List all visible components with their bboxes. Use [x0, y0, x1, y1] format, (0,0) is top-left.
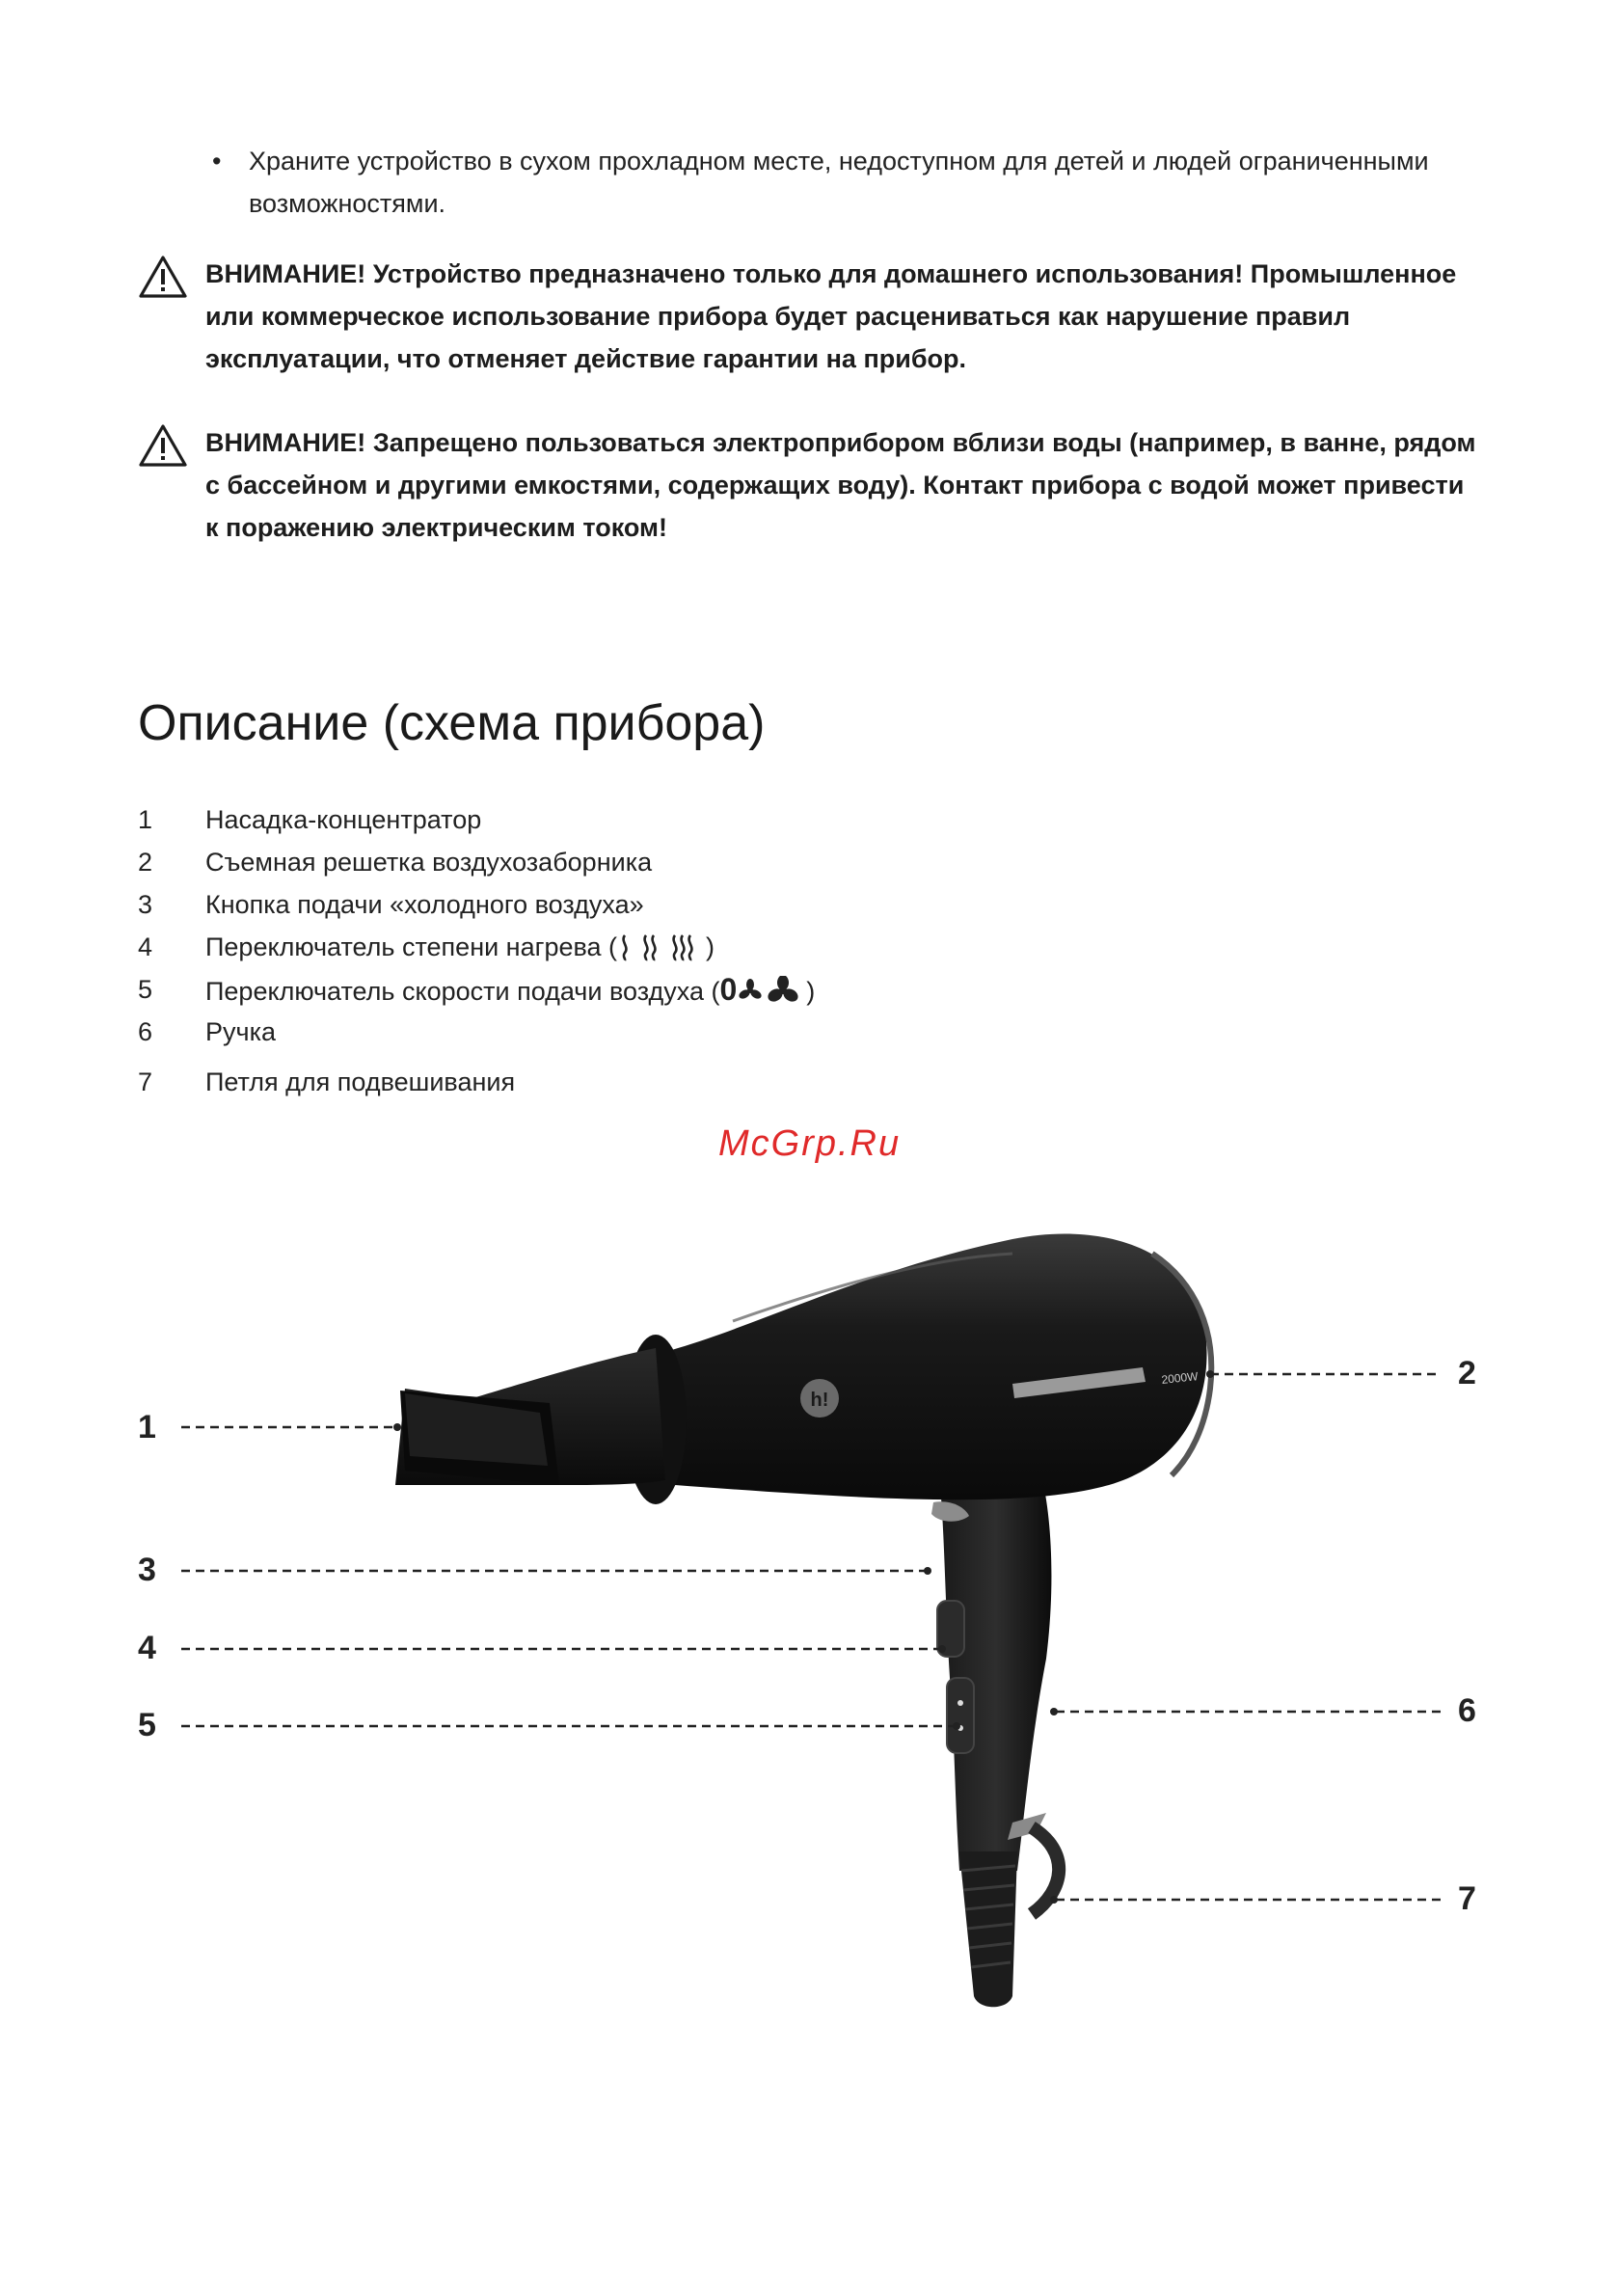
list-item-label: Съемная решетка воздухозаборника [205, 848, 653, 877]
list-item-number: 6 [138, 1017, 153, 1046]
list-item-number: 1 [138, 805, 153, 834]
warning-triangle-icon [138, 255, 188, 299]
bullet-marker: • [212, 147, 222, 176]
heat-levels-icon [617, 932, 706, 961]
speed-switch [947, 1678, 974, 1753]
warning-text-1 [205, 253, 1478, 380]
concentrator-nozzle [395, 1348, 665, 1485]
section-title: Описание (схема прибора) [138, 695, 766, 751]
fan-off-symbol: 0 [719, 972, 738, 1007]
handle [940, 1475, 1051, 1871]
callout-number: 1 [138, 1409, 156, 1445]
warning-block-2 [138, 421, 1488, 556]
list-item-number: 4 [138, 932, 153, 961]
warning-label: ВНИМАНИЕ! [205, 428, 366, 457]
list-item-label-text: Переключатель степени нагрева ( [205, 932, 618, 961]
warning-body: Запрещено пользоваться электроприбором вблизи воды (например, в ванне, рядом с бассейном и другими емкостями, содержащих воду). Контакт прибора с водой может привести к поражению электрическим током! [205, 428, 1476, 542]
fan-speed-icon [737, 976, 806, 1005]
hair-dryer-diagram [0, 1196, 1618, 2064]
bullet-text: Храните устройство в сухом прохладном месте, недоступном для детей и людей ограниченными возможностями. [249, 147, 1429, 218]
warning-text-2 [205, 421, 1478, 549]
list-item-label: Ручка [205, 1017, 276, 1046]
warning-label: ВНИМАНИЕ! [205, 259, 366, 288]
warning-block-1 [138, 253, 1488, 388]
callout-number: 2 [1458, 1355, 1476, 1391]
list-item-label [205, 928, 715, 966]
list-item-suffix: ) [706, 932, 715, 961]
dryer-body [631, 1233, 1206, 1499]
list-item-label: Петля для подвешивания [205, 1067, 516, 1096]
callout-number: 7 [1458, 1880, 1476, 1917]
list-item-suffix: ) [806, 977, 816, 1006]
list-item-number: 2 [138, 848, 153, 877]
callout-number: 4 [138, 1630, 156, 1666]
list-item-label: Насадка-концентратор [205, 805, 482, 834]
power-label: 2000W [1160, 1369, 1200, 1387]
list-item-label [205, 970, 815, 1011]
callout-number: 6 [1458, 1692, 1476, 1729]
list-item-number: 7 [138, 1067, 153, 1096]
list-item-number: 5 [138, 975, 153, 1004]
brand-badge [800, 1379, 839, 1418]
callout-number: 3 [138, 1552, 156, 1588]
list-item-label: Кнопка подачи «холодного воздуха» [205, 890, 644, 919]
cord-strain-relief [959, 1851, 1017, 2007]
callout-number: 5 [138, 1707, 156, 1743]
list-item-number: 3 [138, 890, 153, 919]
warning-triangle-icon [138, 423, 188, 468]
warning-body: Устройство предназначено только для домашнего использования! Промышленное или коммерческое использование прибора будет расцениваться как нарушение правил эксплуатации, что отменяет действие гарантии на прибор. [205, 259, 1457, 373]
brand-badge-text: h! [810, 1390, 829, 1411]
list-item-label-text: Переключатель скорости подачи воздуха ( [205, 977, 720, 1006]
watermark: McGrp.Ru [718, 1123, 902, 1164]
